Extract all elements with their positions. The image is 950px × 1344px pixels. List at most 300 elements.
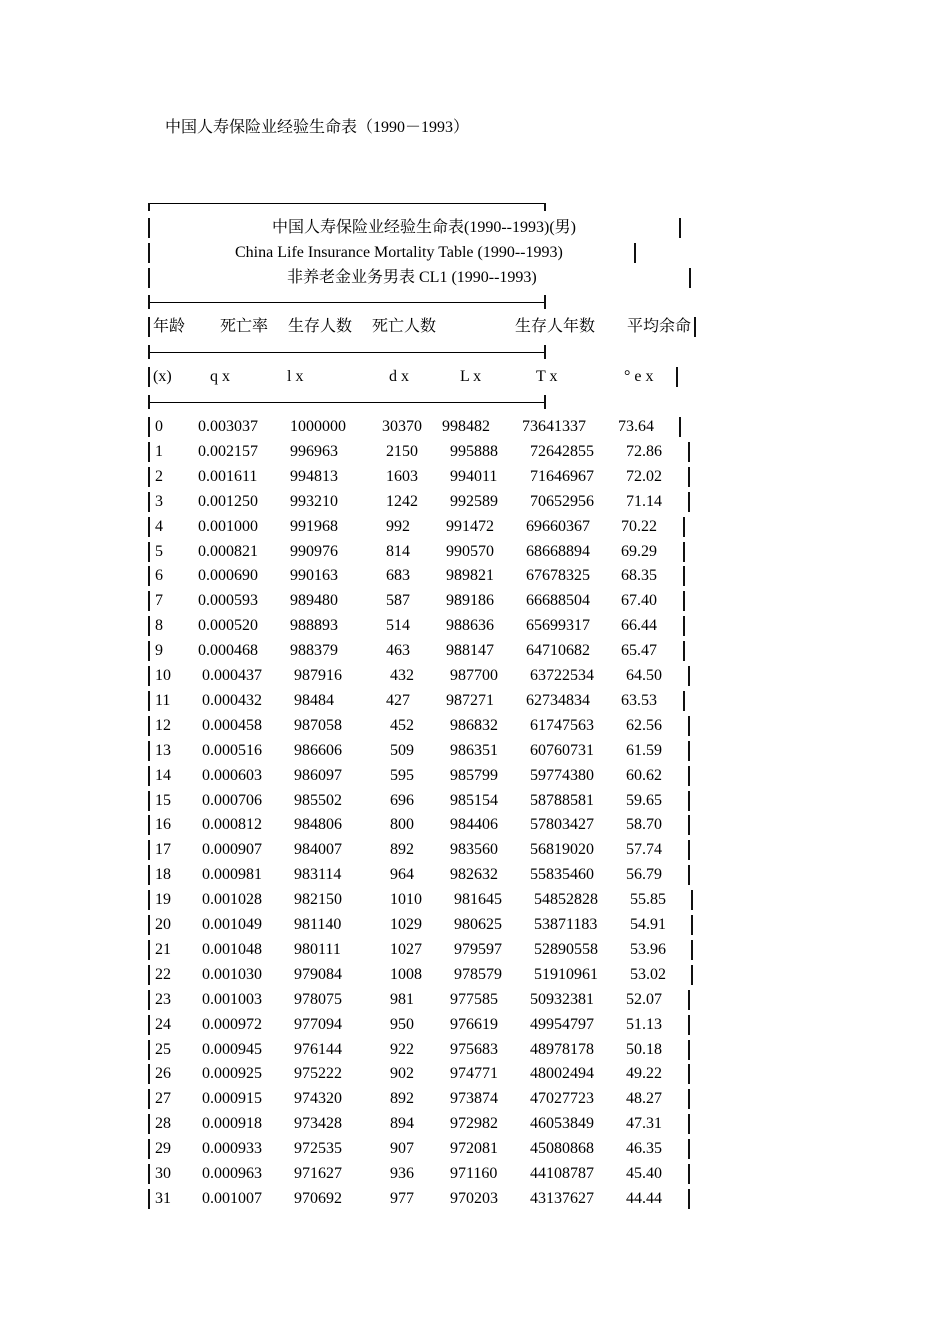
- cell-qx: 0.001048: [202, 940, 262, 958]
- separator-right-joint: [544, 295, 546, 309]
- cell-tx: 66688504: [526, 592, 590, 610]
- cell-lx: 993210: [290, 492, 338, 510]
- table-row: [0, 1139, 950, 1159]
- cell-big-lx: 992589: [450, 492, 498, 510]
- cell-lx: 988893: [290, 617, 338, 635]
- row-left-border: [148, 566, 150, 586]
- row-right-border: [688, 1189, 690, 1209]
- cell-dx: 892: [390, 1090, 414, 1108]
- cell-age: 5: [155, 542, 163, 560]
- cell-tx: 56819020: [530, 841, 594, 859]
- cell-big-lx: 991472: [446, 517, 494, 535]
- cell-lx: 973428: [294, 1115, 342, 1133]
- cell-lx: 976144: [294, 1040, 342, 1058]
- row-left-border: [148, 1040, 150, 1060]
- caption-row-left-border: [148, 243, 150, 263]
- cell-big-lx: 986351: [450, 741, 498, 759]
- table-separator: [148, 352, 546, 353]
- header-age: 年龄: [153, 318, 186, 335]
- cell-age: 14: [155, 766, 171, 784]
- cell-ex: 70.22: [621, 517, 657, 535]
- cell-tx: 51910961: [534, 965, 598, 983]
- cell-age: 1: [155, 442, 163, 460]
- cell-qx: 0.001250: [198, 492, 258, 510]
- row-left-border: [148, 915, 150, 935]
- cell-qx: 0.001049: [202, 916, 262, 933]
- cell-ex: 62.56: [626, 716, 662, 734]
- row-right-border: [691, 915, 693, 935]
- cell-big-lx: 985154: [450, 791, 498, 809]
- cell-tx: 48002494: [530, 1065, 594, 1083]
- caption-row-left-border: [148, 268, 150, 288]
- cell-lx: 970692: [294, 1189, 342, 1207]
- row-left-border: [148, 940, 150, 960]
- cell-lx: 98484: [294, 691, 334, 709]
- cell-dx: 683: [386, 567, 410, 585]
- cell-big-lx: 994011: [450, 467, 498, 485]
- cell-tx: 68668894: [526, 542, 590, 560]
- cell-lx: 996963: [290, 442, 338, 460]
- cell-qx: 0.000945: [202, 1040, 262, 1058]
- cell-tx: 62734834: [526, 691, 590, 709]
- cell-qx: 0.000437: [202, 667, 262, 684]
- cell-ex: 58.70: [626, 816, 662, 834]
- cell-ex: 69.29: [621, 542, 657, 560]
- cell-qx: 0.000933: [202, 1140, 262, 1158]
- table-row: [0, 442, 950, 462]
- cell-tx: 64710682: [526, 642, 590, 660]
- cell-qx: 0.000821: [198, 542, 258, 560]
- cell-tx: 67678325: [526, 567, 590, 585]
- cell-age: 18: [155, 866, 171, 884]
- cell-age: 9: [155, 642, 163, 660]
- row-right-border: [688, 840, 690, 860]
- cell-tx: 54852828: [534, 891, 598, 909]
- row-right-border: [688, 741, 690, 761]
- cell-tx: 55835460: [530, 866, 594, 884]
- cell-big-lx: 979597: [454, 940, 502, 958]
- row-right-border: [688, 990, 690, 1010]
- table-separator: [148, 302, 546, 303]
- cell-dx: 922: [390, 1040, 414, 1058]
- table-top-border: [148, 203, 546, 204]
- cell-tx: 69660367: [526, 517, 590, 535]
- row-right-border: [683, 591, 685, 611]
- cell-ex: 53.96: [630, 940, 666, 958]
- cell-qx: 0.000432: [202, 691, 262, 709]
- cell-big-lx: 970203: [450, 1189, 498, 1207]
- cell-qx: 0.000907: [202, 841, 262, 859]
- table-row: [0, 1164, 950, 1184]
- cell-dx: 1010: [390, 891, 422, 909]
- cell-qx: 0.000972: [202, 1015, 262, 1033]
- table-row: [0, 791, 950, 811]
- cell-qx: 0.003037: [198, 418, 258, 435]
- cell-dx: 1027: [390, 940, 422, 958]
- cell-age: 24: [155, 1015, 171, 1033]
- row-left-border: [148, 542, 150, 562]
- cell-ex: 52.07: [626, 990, 662, 1008]
- cell-age: 4: [155, 517, 163, 535]
- cell-big-lx: 978579: [454, 965, 502, 983]
- table-row: [0, 1040, 950, 1060]
- row-right-border: [688, 492, 690, 512]
- cell-big-lx: 977585: [450, 990, 498, 1008]
- cell-ex: 67.40: [621, 592, 657, 610]
- row-left-border: [148, 1189, 150, 1209]
- cell-age: 11: [155, 691, 171, 709]
- cell-ex: 49.22: [626, 1065, 662, 1083]
- table-separator: [148, 402, 546, 403]
- row-left-border: [148, 666, 150, 686]
- table-row: [0, 591, 950, 611]
- cell-qx: 0.001611: [198, 467, 258, 485]
- separator-left-joint: [148, 295, 150, 309]
- cell-big-lx: 983560: [450, 841, 498, 859]
- row-left-border: [148, 766, 150, 786]
- cell-ex: 72.02: [626, 467, 662, 485]
- cell-age: 20: [155, 916, 171, 933]
- row-right-border: [691, 940, 693, 960]
- table-row: [0, 666, 950, 686]
- cell-qx: 0.000520: [198, 617, 258, 635]
- row-left-border: [148, 741, 150, 761]
- table-row: [0, 467, 950, 487]
- row-right-border: [683, 566, 685, 586]
- cell-tx: 52890558: [534, 940, 598, 958]
- row-left-border: [148, 840, 150, 860]
- cell-age: 3: [155, 492, 163, 510]
- table-row: [0, 517, 950, 537]
- row-right-border: [688, 467, 690, 487]
- row-left-border: [148, 791, 150, 811]
- cell-qx: 0.000603: [202, 766, 262, 784]
- cell-qx: 0.000690: [198, 567, 258, 585]
- cell-qx: 0.000516: [202, 741, 262, 759]
- cell-tx: 50932381: [530, 990, 594, 1008]
- row-left-border: [148, 990, 150, 1010]
- cell-big-lx: 971160: [450, 1165, 498, 1182]
- cell-ex: 64.50: [626, 667, 662, 684]
- cell-lx: 987916: [294, 667, 342, 684]
- row-right-border: [683, 542, 685, 562]
- symbol-tx: T x: [536, 368, 558, 385]
- cell-lx: 984806: [294, 816, 342, 834]
- row-left-border: [148, 1164, 150, 1184]
- cell-qx: 0.000963: [202, 1165, 262, 1182]
- cell-qx: 0.000812: [202, 816, 262, 834]
- cell-dx: 992: [386, 517, 410, 535]
- cell-big-lx: 976619: [450, 1015, 498, 1033]
- cell-lx: 979084: [294, 965, 342, 983]
- table-row: [0, 815, 950, 835]
- cell-ex: 57.74: [626, 841, 662, 859]
- cell-dx: 595: [390, 766, 414, 784]
- table-row: [0, 990, 950, 1010]
- cell-tx: 73641337: [522, 418, 586, 435]
- cell-lx: 982150: [294, 891, 342, 909]
- cell-ex: 56.79: [626, 866, 662, 884]
- cell-lx: 987058: [294, 716, 342, 734]
- cell-big-lx: 987700: [450, 667, 498, 684]
- table-row: [0, 1089, 950, 1109]
- row-left-border: [148, 517, 150, 537]
- cell-qx: 0.000981: [202, 866, 262, 884]
- row-right-border: [688, 442, 690, 462]
- cell-dx: 1603: [386, 467, 418, 485]
- cell-ex: 72.86: [626, 442, 662, 460]
- cell-age: 29: [155, 1140, 171, 1158]
- row-left-border: [148, 591, 150, 611]
- table-row: [0, 616, 950, 636]
- table-row: [0, 641, 950, 661]
- cell-lx: 975222: [294, 1065, 342, 1083]
- cell-ex: 66.44: [621, 617, 657, 635]
- row-left-border: [148, 417, 150, 437]
- cell-big-lx: 982632: [450, 866, 498, 884]
- table-row: [0, 915, 950, 935]
- table-row: [0, 1189, 950, 1209]
- cell-tx: 57803427: [530, 816, 594, 834]
- cell-dx: 800: [390, 816, 414, 834]
- cell-dx: 907: [390, 1140, 414, 1158]
- cell-lx: 978075: [294, 990, 342, 1008]
- cell-dx: 509: [390, 741, 414, 759]
- cell-age: 22: [155, 965, 171, 983]
- row-right-border: [688, 791, 690, 811]
- cell-dx: 936: [390, 1165, 414, 1182]
- cell-dx: 514: [386, 617, 410, 635]
- symbol-dx: d x: [389, 368, 409, 385]
- header-survivors: 生存人数: [288, 318, 353, 335]
- cell-lx: 1000000: [290, 418, 346, 435]
- cell-dx: 427: [386, 691, 410, 709]
- cell-qx: 0.000593: [198, 592, 258, 610]
- separator-right-joint: [544, 345, 546, 359]
- cell-lx: 981140: [294, 916, 342, 933]
- cell-age: 15: [155, 791, 171, 809]
- separator-left-joint: [148, 345, 150, 359]
- cell-qx: 0.002157: [198, 442, 258, 460]
- cell-lx: 985502: [294, 791, 342, 809]
- row-left-border: [148, 616, 150, 636]
- cell-big-lx: 995888: [450, 442, 498, 460]
- cell-ex: 44.44: [626, 1189, 662, 1207]
- cell-dx: 981: [390, 990, 414, 1008]
- header-life-expectancy: 平均余命: [627, 318, 692, 335]
- cell-ex: 60.62: [626, 766, 662, 784]
- cell-age: 23: [155, 990, 171, 1008]
- cell-lx: 983114: [294, 866, 342, 884]
- cell-lx: 984007: [294, 841, 342, 859]
- cell-lx: 989480: [290, 592, 338, 610]
- table-row: [0, 940, 950, 960]
- cell-big-lx: 972081: [450, 1140, 498, 1158]
- row-right-border: [683, 691, 685, 711]
- table-row: [0, 766, 950, 786]
- cell-tx: 59774380: [530, 766, 594, 784]
- separator-left-joint: [148, 395, 150, 409]
- row-left-border: [148, 965, 150, 985]
- cell-tx: 71646967: [530, 467, 594, 485]
- document-title: 中国人寿保险业经验生命表（1990－1993）: [165, 119, 470, 136]
- header-mortality-rate: 死亡率: [220, 318, 269, 335]
- cell-qx: 0.000706: [202, 791, 262, 809]
- cell-qx: 0.001007: [202, 1189, 262, 1207]
- cell-qx: 0.000918: [202, 1115, 262, 1133]
- cell-ex: 47.31: [626, 1115, 662, 1133]
- table-row: [0, 1064, 950, 1084]
- cell-dx: 1242: [386, 492, 418, 510]
- row-right-border: [683, 517, 685, 537]
- cell-age: 19: [155, 891, 171, 909]
- cell-lx: 977094: [294, 1015, 342, 1033]
- cell-dx: 30370: [382, 418, 422, 435]
- symbol-ex: ° e x: [624, 368, 654, 385]
- caption-row-right-border: [634, 243, 636, 263]
- cell-tx: 70652956: [530, 492, 594, 510]
- cell-qx: 0.000458: [202, 716, 262, 734]
- cell-tx: 53871183: [534, 916, 598, 933]
- cell-qx: 0.001028: [202, 891, 262, 909]
- cell-big-lx: 981645: [454, 891, 502, 909]
- row-left-border: [148, 641, 150, 661]
- header-row-right-border: [694, 317, 696, 337]
- row-right-border: [679, 417, 681, 437]
- cell-dx: 814: [386, 542, 410, 560]
- cell-big-lx: 975683: [450, 1040, 498, 1058]
- cell-ex: 68.35: [621, 567, 657, 585]
- cell-qx: 0.001030: [202, 965, 262, 983]
- cell-ex: 63.53: [621, 691, 657, 709]
- symbol-big-lx: L x: [460, 368, 482, 385]
- row-right-border: [688, 1064, 690, 1084]
- row-left-border: [148, 1114, 150, 1134]
- cell-age: 31: [155, 1189, 171, 1207]
- cell-dx: 950: [390, 1015, 414, 1033]
- cell-age: 7: [155, 592, 163, 610]
- table-row: [0, 542, 950, 562]
- table-row: [0, 492, 950, 512]
- row-left-border: [148, 815, 150, 835]
- symbol-x: (x): [153, 368, 172, 385]
- cell-dx: 964: [390, 866, 414, 884]
- cell-tx: 58788581: [530, 791, 594, 809]
- cell-ex: 45.40: [626, 1165, 662, 1182]
- cell-big-lx: 990570: [446, 542, 494, 560]
- cell-ex: 59.65: [626, 791, 662, 809]
- cell-age: 26: [155, 1065, 171, 1083]
- caption-row-right-border: [679, 218, 681, 238]
- cell-ex: 54.91: [630, 916, 666, 933]
- cell-dx: 587: [386, 592, 410, 610]
- cell-big-lx: 985799: [450, 766, 498, 784]
- symbol-row-right-border: [676, 367, 678, 387]
- cell-big-lx: 980625: [454, 916, 502, 933]
- table-row: [0, 840, 950, 860]
- cell-big-lx: 973874: [450, 1090, 498, 1108]
- row-right-border: [691, 890, 693, 910]
- cell-lx: 971627: [294, 1165, 342, 1182]
- cell-tx: 48978178: [530, 1040, 594, 1058]
- cell-lx: 991968: [290, 517, 338, 535]
- table-row: [0, 1114, 950, 1134]
- row-right-border: [683, 616, 685, 636]
- cell-dx: 452: [390, 716, 414, 734]
- symbol-lx: l x: [287, 368, 304, 385]
- row-left-border: [148, 1139, 150, 1159]
- cell-ex: 50.18: [626, 1040, 662, 1058]
- symbol-row-left-border: [148, 367, 150, 387]
- cell-lx: 972535: [294, 1140, 342, 1158]
- caption-row-left-border: [148, 218, 150, 238]
- cell-ex: 65.47: [621, 642, 657, 660]
- cell-age: 27: [155, 1090, 171, 1108]
- cell-age: 28: [155, 1115, 171, 1133]
- cell-dx: 696: [390, 791, 414, 809]
- cell-age: 21: [155, 940, 171, 958]
- row-left-border: [148, 890, 150, 910]
- header-row-left-border: [148, 317, 150, 337]
- row-left-border: [148, 1064, 150, 1084]
- table-row: [0, 741, 950, 761]
- cell-lx: 974320: [294, 1090, 342, 1108]
- cell-big-lx: 998482: [442, 418, 490, 435]
- cell-big-lx: 987271: [446, 691, 494, 709]
- table-caption-en: China Life Insurance Mortality Table (1990--1993): [235, 244, 563, 261]
- cell-lx: 990163: [290, 567, 338, 585]
- cell-tx: 63722534: [530, 667, 594, 684]
- cell-big-lx: 986832: [450, 716, 498, 734]
- cell-age: 6: [155, 567, 163, 585]
- cell-age: 25: [155, 1040, 171, 1058]
- row-right-border: [688, 1164, 690, 1184]
- cell-lx: 986606: [294, 741, 342, 759]
- caption-row-right-border: [689, 268, 691, 288]
- row-left-border: [148, 492, 150, 512]
- table-row: [0, 890, 950, 910]
- cell-dx: 1029: [390, 916, 422, 933]
- cell-ex: 71.14: [626, 492, 662, 510]
- cell-tx: 43137627: [530, 1189, 594, 1207]
- cell-age: 16: [155, 816, 171, 834]
- cell-dx: 894: [390, 1115, 414, 1133]
- cell-age: 17: [155, 841, 171, 859]
- table-top-left-corner: [148, 203, 150, 211]
- cell-qx: 0.000925: [202, 1065, 262, 1083]
- cell-tx: 47027723: [530, 1090, 594, 1108]
- cell-ex: 48.27: [626, 1090, 662, 1108]
- cell-ex: 51.13: [626, 1015, 662, 1033]
- row-right-border: [688, 1040, 690, 1060]
- row-left-border: [148, 1015, 150, 1035]
- cell-big-lx: 988147: [446, 642, 494, 660]
- row-right-border: [688, 1089, 690, 1109]
- cell-big-lx: 988636: [446, 617, 494, 635]
- table-row: [0, 691, 950, 711]
- table-caption-cn: 中国人寿保险业经验生命表(1990--1993)(男): [272, 219, 576, 236]
- row-left-border: [148, 716, 150, 736]
- cell-lx: 986097: [294, 766, 342, 784]
- row-right-border: [688, 1114, 690, 1134]
- cell-lx: 980111: [294, 940, 341, 958]
- cell-big-lx: 989821: [446, 567, 494, 585]
- cell-tx: 46053849: [530, 1115, 594, 1133]
- symbol-qx: q x: [210, 368, 230, 385]
- row-right-border: [683, 641, 685, 661]
- header-deaths: 死亡人数: [372, 318, 437, 335]
- cell-lx: 994813: [290, 467, 338, 485]
